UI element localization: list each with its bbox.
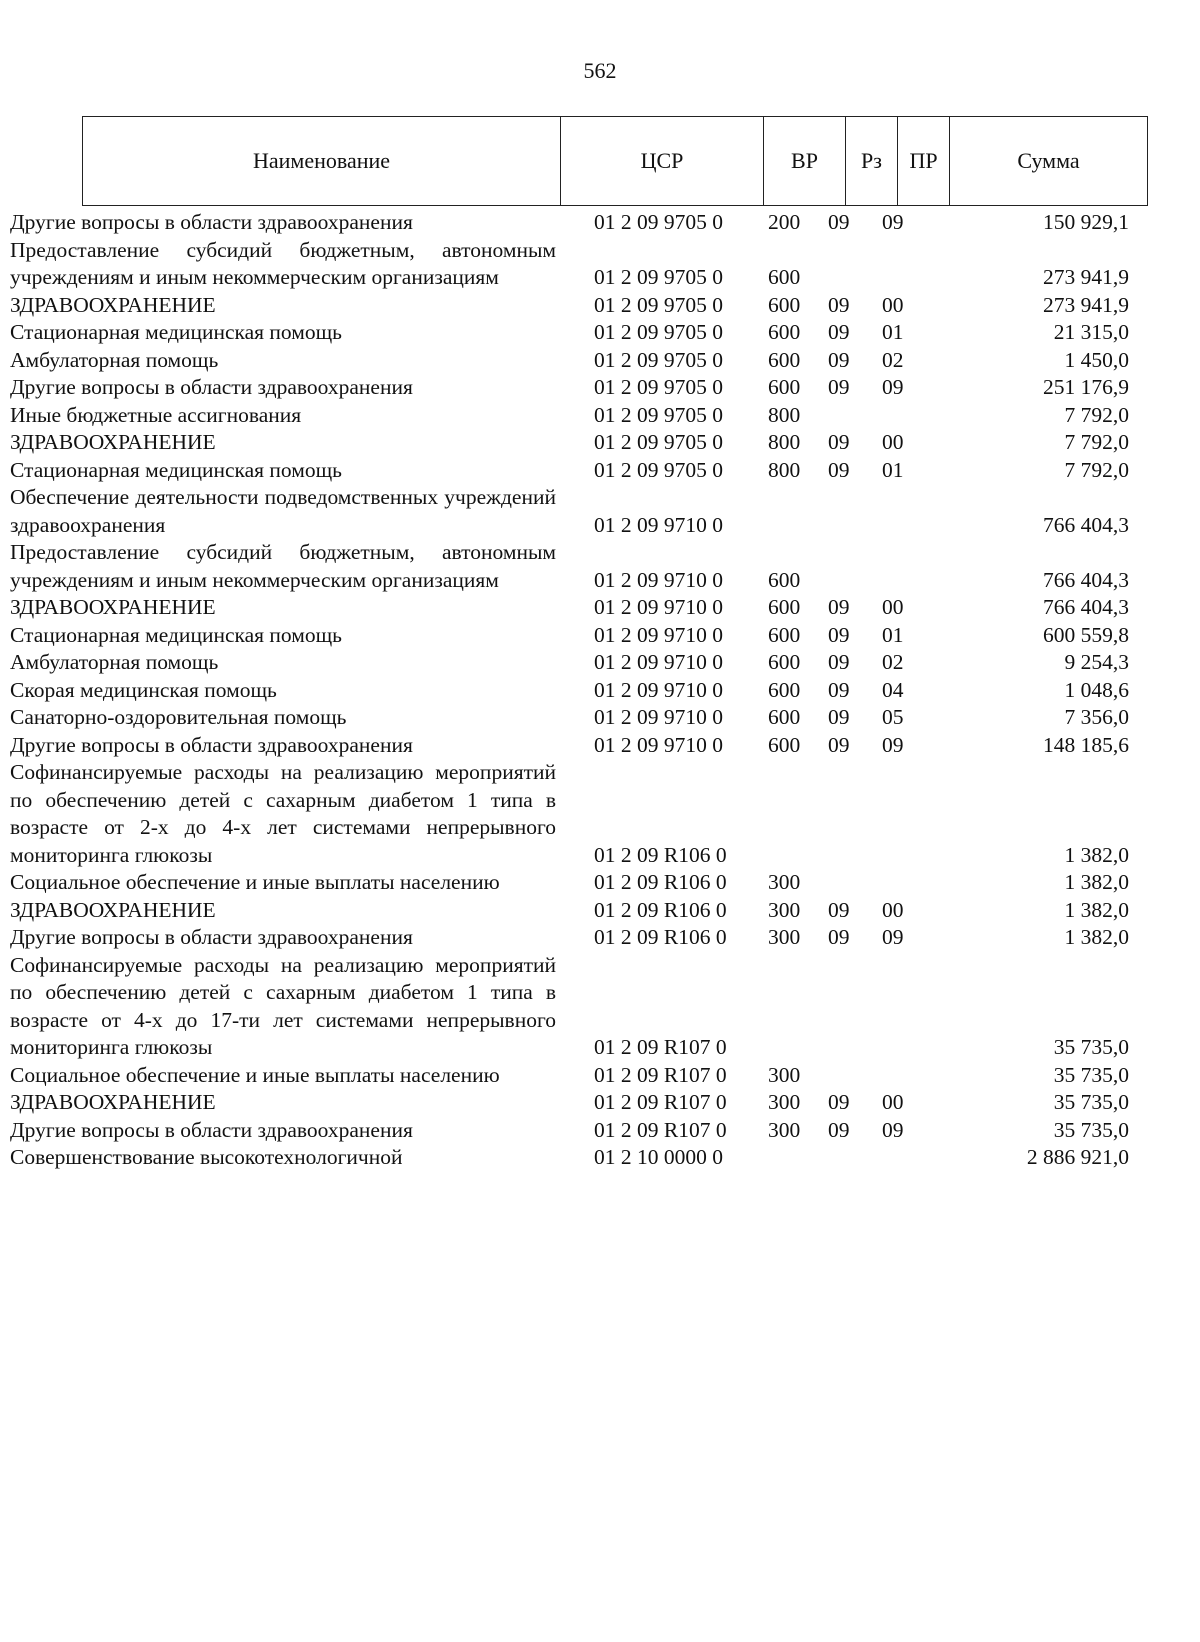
row-pr: 09 (882, 732, 904, 757)
table-row (0, 484, 1200, 539)
row-pr: 09 (882, 925, 904, 949)
row-name: Стационарная медицинская помощь (10, 622, 342, 647)
row-name: Стационарная медицинская помощь (10, 320, 342, 344)
table-row (0, 319, 1200, 347)
table-row (0, 869, 1200, 897)
row-csr: 01 2 09 R107 0 (594, 1062, 727, 1087)
row-name: Социальное обеспечение и иные выплаты населению (10, 870, 500, 894)
row-csr: 01 2 09 R106 0 (594, 870, 727, 894)
row-name: Предоставление субсидий бюджетным, автономным учреждениям и иным некоммерческим организациям (10, 237, 556, 289)
row-name: Совершенствование высокотехнологичной (10, 1145, 403, 1169)
row-csr: 01 2 09 9705 0 (594, 320, 723, 344)
row-sum: 2 886 921,0 (1026, 1145, 1129, 1169)
row-vr: 300 (768, 1117, 801, 1142)
row-pr: 02 (882, 347, 904, 372)
row-csr: 01 2 09 9705 0 (594, 430, 723, 454)
row-vr: 300 (768, 1090, 801, 1114)
row-name: Предоставление субсидий бюджетным, автономным учреждениям и иным некоммерческим организациям (10, 540, 556, 592)
table-row (0, 1117, 1200, 1145)
row-rz: 09 (828, 705, 850, 729)
table-row (0, 457, 1200, 485)
row-csr: 01 2 09 9705 0 (594, 457, 723, 482)
row-vr: 600 (768, 375, 801, 399)
row-rz: 09 (828, 925, 850, 949)
row-name: Санаторно-оздоровительная помощь (10, 705, 347, 729)
row-csr: 01 2 09 9710 0 (594, 622, 723, 647)
row-pr: 00 (882, 595, 904, 619)
row-vr: 600 (768, 292, 801, 317)
header-sum: Сумма (950, 117, 1148, 206)
row-csr: 01 2 10 0000 0 (594, 1145, 723, 1169)
row-name: ЗДРАВООХРАНЕНИЕ (10, 292, 216, 317)
row-csr: 01 2 09 9710 0 (594, 567, 723, 592)
row-sum: 1 382,0 (1064, 925, 1129, 949)
row-vr: 600 (768, 705, 801, 729)
row-csr: 01 2 09 9705 0 (594, 292, 723, 317)
table-header (82, 116, 1148, 206)
row-name: Амбулаторная помощь (10, 347, 219, 372)
row-sum: 150 929,1 (1043, 210, 1129, 234)
header-pr: ПР (898, 117, 950, 206)
row-pr: 09 (882, 375, 904, 399)
row-sum: 1 048,6 (1064, 677, 1129, 702)
row-rz: 09 (828, 1117, 850, 1142)
row-csr: 01 2 09 R106 0 (594, 925, 727, 949)
row-rz: 09 (828, 347, 850, 372)
page-number: 562 (583, 58, 617, 83)
row-rz: 09 (828, 732, 850, 757)
row-vr: 600 (768, 347, 801, 372)
table-row (0, 759, 1200, 869)
row-vr: 800 (768, 430, 801, 454)
row-pr: 01 (882, 622, 904, 647)
table-row (0, 677, 1200, 705)
row-rz: 09 (828, 457, 850, 482)
row-name: Софинансируемые расходы на реализацию мероприятий по обеспечению детей с сахарным диабетом 1 типа в возрасте от 2-х до 4-х лет системами непрерывного мониторинга глюкозы (10, 760, 556, 867)
row-name: Скорая медицинская помощь (10, 677, 277, 702)
row-sum: 7 792,0 (1064, 402, 1129, 427)
header-rz: Рз (846, 117, 898, 206)
row-name: Другие вопросы в области здравоохранения (10, 210, 413, 234)
table-row (0, 924, 1200, 952)
row-rz: 09 (828, 622, 850, 647)
row-name: Стационарная медицинская помощь (10, 457, 342, 482)
row-sum: 766 404,3 (1043, 512, 1129, 537)
row-vr: 600 (768, 732, 801, 757)
row-vr: 600 (768, 622, 801, 647)
table-row (0, 952, 1200, 1062)
row-rz: 09 (828, 210, 850, 234)
row-pr: 00 (882, 292, 904, 317)
table-row (0, 209, 1200, 237)
table-row (0, 374, 1200, 402)
row-vr: 300 (768, 1062, 801, 1087)
table-row (0, 292, 1200, 320)
row-vr: 300 (768, 925, 801, 949)
header-csr: ЦСР (561, 117, 764, 206)
row-sum: 766 404,3 (1043, 595, 1129, 619)
row-pr: 09 (882, 210, 904, 234)
row-sum: 7 792,0 (1064, 430, 1129, 454)
row-vr: 300 (768, 870, 801, 894)
row-sum: 35 735,0 (1053, 1035, 1129, 1059)
row-csr: 01 2 09 9710 0 (594, 650, 723, 674)
row-pr: 04 (882, 677, 904, 702)
row-name: Иные бюджетные ассигнования (10, 402, 302, 427)
row-csr: 01 2 09 9710 0 (594, 705, 723, 729)
table-row (0, 704, 1200, 732)
row-sum: 273 941,9 (1043, 265, 1129, 289)
table-row (0, 237, 1200, 292)
row-name: ЗДРАВООХРАНЕНИЕ (10, 430, 216, 454)
row-rz: 09 (828, 430, 850, 454)
row-vr: 200 (768, 210, 801, 234)
row-sum: 9 254,3 (1064, 650, 1129, 674)
table-row (0, 897, 1200, 925)
row-csr: 01 2 09 9710 0 (594, 595, 723, 619)
row-vr: 800 (768, 457, 801, 482)
table-row (0, 732, 1200, 760)
header-name: Наименование (83, 117, 561, 206)
row-pr: 01 (882, 320, 904, 344)
row-sum: 35 735,0 (1053, 1117, 1129, 1142)
row-name: Другие вопросы в области здравоохранения (10, 732, 413, 757)
row-pr: 00 (882, 1090, 904, 1114)
row-csr: 01 2 09 R107 0 (594, 1035, 727, 1059)
row-name: Обеспечение деятельности подведомственных учреждений здравоохранения (10, 485, 556, 537)
row-csr: 01 2 09 R106 0 (594, 842, 727, 867)
table-row (0, 1062, 1200, 1090)
table-row (0, 1089, 1200, 1117)
row-csr: 01 2 09 R107 0 (594, 1117, 727, 1142)
row-vr: 600 (768, 320, 801, 344)
row-name: ЗДРАВООХРАНЕНИЕ (10, 897, 216, 922)
row-rz: 09 (828, 595, 850, 619)
row-csr: 01 2 09 R106 0 (594, 897, 727, 922)
table-row (0, 1144, 1200, 1172)
row-vr: 300 (768, 897, 801, 922)
row-sum: 21 315,0 (1053, 320, 1129, 344)
row-vr: 600 (768, 567, 801, 592)
row-rz: 09 (828, 320, 850, 344)
row-sum: 766 404,3 (1043, 567, 1129, 592)
row-sum: 35 735,0 (1053, 1090, 1129, 1114)
row-csr: 01 2 09 9705 0 (594, 402, 723, 427)
row-csr: 01 2 09 9710 0 (594, 732, 723, 757)
row-rz: 09 (828, 677, 850, 702)
row-csr: 01 2 09 9710 0 (594, 512, 723, 537)
row-vr: 600 (768, 677, 801, 702)
row-sum: 7 792,0 (1064, 457, 1129, 482)
row-sum: 600 559,8 (1043, 622, 1129, 647)
table-row (0, 429, 1200, 457)
row-sum: 7 356,0 (1064, 705, 1129, 729)
row-sum: 1 450,0 (1064, 347, 1129, 372)
row-vr: 800 (768, 402, 801, 427)
row-name: ЗДРАВООХРАНЕНИЕ (10, 1090, 216, 1114)
table-row (0, 622, 1200, 650)
row-csr: 01 2 09 9705 0 (594, 375, 723, 399)
row-pr: 05 (882, 705, 904, 729)
row-name: Социальное обеспечение и иные выплаты населению (10, 1062, 500, 1087)
row-csr: 01 2 09 9705 0 (594, 347, 723, 372)
row-name: Другие вопросы в области здравоохранения (10, 375, 413, 399)
row-pr: 01 (882, 457, 904, 482)
row-sum: 1 382,0 (1064, 897, 1129, 922)
table-row (0, 539, 1200, 594)
row-csr: 01 2 09 9710 0 (594, 677, 723, 702)
row-name: Амбулаторная помощь (10, 650, 219, 674)
row-rz: 09 (828, 375, 850, 399)
row-rz: 09 (828, 292, 850, 317)
table-row (0, 649, 1200, 677)
row-sum: 1 382,0 (1064, 842, 1129, 867)
row-name: Другие вопросы в области здравоохранения (10, 925, 413, 949)
row-csr: 01 2 09 R107 0 (594, 1090, 727, 1114)
row-name: Софинансируемые расходы на реализацию мероприятий по обеспечению детей с сахарным диабетом 1 типа в возрасте от 4-х до 17-ти лет системами непрерывного мониторинга глюкозы (10, 952, 556, 1059)
table-row (0, 402, 1200, 430)
row-csr: 01 2 09 9705 0 (594, 210, 723, 234)
header-vr: ВР (764, 117, 846, 206)
row-rz: 09 (828, 1090, 850, 1114)
row-csr: 01 2 09 9705 0 (594, 265, 723, 289)
row-pr: 02 (882, 650, 904, 674)
table-row (0, 347, 1200, 375)
row-pr: 09 (882, 1117, 904, 1142)
row-pr: 00 (882, 430, 904, 454)
row-sum: 1 382,0 (1064, 870, 1129, 894)
row-name: Другие вопросы в области здравоохранения (10, 1117, 413, 1142)
table-body (0, 209, 1200, 1172)
row-sum: 35 735,0 (1053, 1062, 1129, 1087)
row-vr: 600 (768, 595, 801, 619)
row-rz: 09 (828, 897, 850, 922)
row-sum: 251 176,9 (1043, 375, 1129, 399)
row-rz: 09 (828, 650, 850, 674)
row-sum: 148 185,6 (1043, 732, 1129, 757)
row-vr: 600 (768, 650, 801, 674)
row-vr: 600 (768, 265, 801, 289)
row-sum: 273 941,9 (1043, 292, 1129, 317)
row-name: ЗДРАВООХРАНЕНИЕ (10, 595, 216, 619)
table-row (0, 594, 1200, 622)
row-pr: 00 (882, 897, 904, 922)
